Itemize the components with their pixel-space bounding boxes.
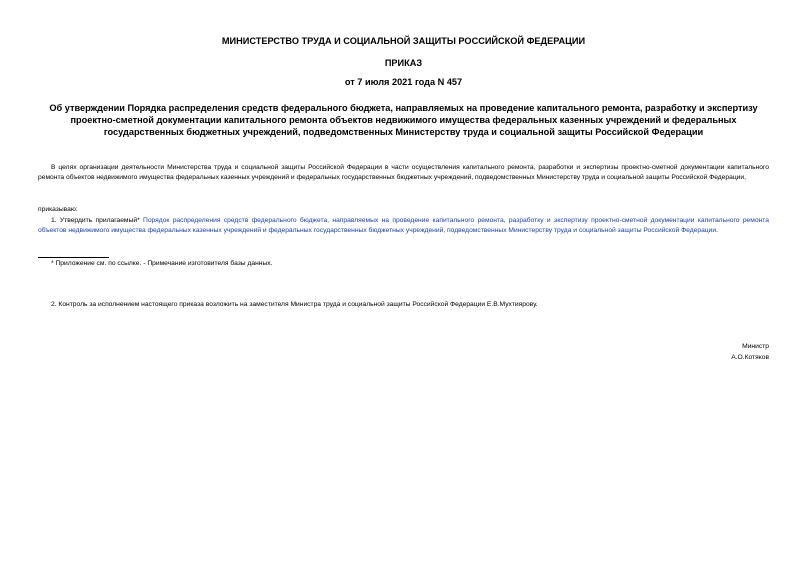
ministry-heading: МИНИСТЕРСТВО ТРУДА И СОЦИАЛЬНОЙ ЗАЩИТЫ РОССИЙСКОЙ ФЕДЕРАЦИИ <box>221 36 586 46</box>
footnote-divider <box>38 257 109 258</box>
item-2-paragraph: 2. Контроль за исполнением настоящего приказа возложить на заместителя Министра труда и социальной защиты Российской Федерации Е.В.Мухтиярову. <box>51 301 538 308</box>
footnote: * Приложение см. по ссылке. - Примечание изготовителя базы данных. <box>51 260 273 267</box>
document-title: Об утверждении Порядка распределения средств федерального бюджета, направляемых на проведение капитального ремонта, разработку и экспертизу проектно-сметной документации капитального ремонта объектов недвижимого имущества федеральных казенных учреждений и федеральных государственных бюджетных учреждений, подведомственных Министерству труда и социальной защиты Российской Федерации <box>49 103 758 137</box>
item-1-paragraph <box>38 216 769 236</box>
order-procedure-link[interactable]: Порядок распределения средств федерального бюджета, направляемых на проведение капитального ремонта, разработку и экспертизу проектно-сметной документации капитального ремонта объектов недвижимого имущества федеральных казенных учреждений и федеральных государственных бюджетных учреждений, подведомственных Министерству труда и социальной защиты Российской Федерации <box>38 217 769 234</box>
orders-word: приказываю: <box>38 206 78 213</box>
document-type: ПРИКАЗ <box>384 58 423 68</box>
signature-name: А.О.Котяков <box>731 354 769 361</box>
preamble-paragraph: В целях организации деятельности Министерства труда и социальной защиты Российской Федерации в части осуществления капитального ремонта, разработки и экспертизы проектно-сметной документации капитального ремонта объектов недвижимого имущества федеральных казенных учреждений и федеральных государственных бюджетных учреждений, подведомственных Министерству труда и социальной защиты Российской Федерации, <box>38 164 769 181</box>
document-date-number: от 7 июля 2021 года N 457 <box>344 77 463 87</box>
item-1-suffix: . <box>716 227 718 234</box>
item-1-prefix: 1. Утвердить прилагаемый* <box>51 217 144 224</box>
signature-position: Министр <box>742 343 769 350</box>
